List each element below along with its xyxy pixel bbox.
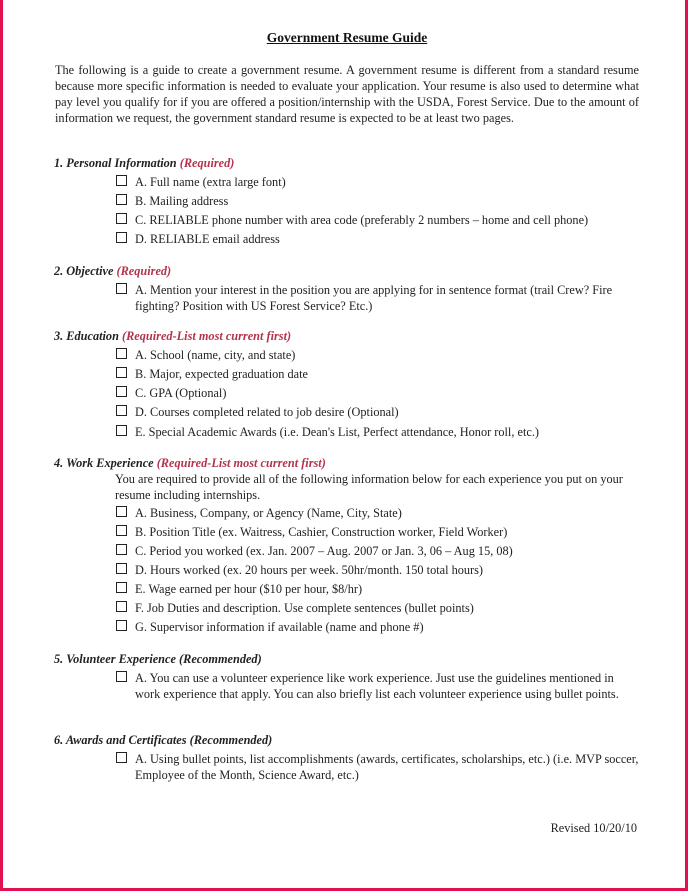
checklist-item-label: A. You can use a volunteer experience like work experience. Just use the guidelines mentioned in work experience that apply. You can also briefly list each volunteer experience using bullet points.: [135, 671, 619, 701]
section-heading-awards-and-certificates: [54, 733, 272, 748]
checklist-item[interactable]: [135, 562, 645, 578]
section-heading-work-experience: [54, 456, 326, 471]
checkbox-icon[interactable]: [116, 348, 127, 359]
checklist-item[interactable]: [135, 366, 635, 382]
section-title: 5. Volunteer Experience: [54, 652, 176, 666]
checklist-item[interactable]: [135, 505, 635, 521]
checkbox-icon[interactable]: [116, 544, 127, 555]
revision-date: Revised 10/20/10: [550, 821, 637, 835]
section-title: 1. Personal Information: [54, 156, 177, 170]
checkbox-icon[interactable]: [116, 283, 127, 294]
checklist-item-label: A. School (name, city, and state): [135, 348, 296, 362]
checkbox-icon[interactable]: [116, 405, 127, 416]
checkbox-icon[interactable]: [116, 601, 127, 612]
checklist-item[interactable]: [135, 581, 635, 597]
checklist-item[interactable]: [135, 600, 645, 616]
checklist-item-label: C. RELIABLE phone number with area code (preferably 2 numbers – home and cell phone): [135, 213, 589, 227]
section-title: 6. Awards and Certificates: [54, 733, 187, 747]
checkbox-icon[interactable]: [116, 506, 127, 517]
checklist-item-label: A. Full name (extra large font): [135, 175, 286, 189]
checklist-item[interactable]: [135, 174, 635, 190]
checklist-item-label: B. Major, expected graduation date: [135, 367, 308, 381]
checkbox-icon[interactable]: [116, 752, 127, 763]
checklist-item-label: E. Wage earned per hour ($10 per hour, $8/hr): [135, 582, 363, 596]
requirement-label: (Recommended): [189, 733, 273, 747]
checklist-item[interactable]: [135, 347, 635, 363]
checklist-item[interactable]: [135, 193, 635, 209]
checklist-item-label: D. Courses completed related to job desire (Optional): [135, 405, 399, 419]
checklist-item-label: F. Job Duties and description. Use complete sentences (bullet points): [135, 601, 474, 615]
checklist-item-label: G. Supervisor information if available (name and phone #): [135, 620, 424, 634]
checklist-item-label: C. Period you worked (ex. Jan. 2007 – Aug. 2007 or Jan. 3, 06 – Aug 15, 08): [135, 544, 513, 558]
requirement-label: (Recommended): [179, 652, 262, 666]
checkbox-icon[interactable]: [116, 425, 127, 436]
requirement-label: (Required): [179, 156, 235, 170]
section-title: 2. Objective: [54, 264, 114, 278]
checklist-item[interactable]: [135, 231, 635, 247]
section-heading-objective: [54, 264, 171, 279]
section-heading-education: [54, 329, 291, 344]
checkbox-icon[interactable]: [116, 232, 127, 243]
checkbox-icon[interactable]: [116, 213, 127, 224]
checklist-item-label: E. Special Academic Awards (i.e. Dean's List, Perfect attendance, Honor roll, etc.): [135, 425, 540, 439]
checklist-item-label: A. Business, Company, or Agency (Name, City, State): [135, 506, 402, 520]
section-heading-personal-information: [54, 156, 234, 171]
checkbox-icon[interactable]: [116, 367, 127, 378]
checklist-item[interactable]: [135, 424, 645, 440]
section-heading-volunteer-experience: [54, 652, 262, 667]
checklist-item-label: C. GPA (Optional): [135, 386, 227, 400]
checklist-item[interactable]: [135, 212, 645, 228]
requirement-label: (Required-List most current first): [156, 456, 326, 470]
section-title: 3. Education: [54, 329, 119, 343]
checkbox-icon[interactable]: [116, 620, 127, 631]
checklist-item-label: B. Position Title (ex. Waitress, Cashier, Construction worker, Field Worker): [135, 525, 508, 539]
section-note: You are required to provide all of the following information below for each experience you put on your resume including internships.: [115, 472, 623, 502]
checkbox-icon[interactable]: [116, 671, 127, 682]
checkbox-icon[interactable]: [116, 525, 127, 536]
checklist-item[interactable]: [135, 404, 635, 420]
checklist-item[interactable]: [135, 282, 640, 314]
checklist-item[interactable]: [135, 543, 645, 559]
checkbox-icon[interactable]: [116, 194, 127, 205]
checkbox-icon[interactable]: [116, 563, 127, 574]
checklist-item[interactable]: [135, 524, 645, 540]
requirement-label: (Required): [116, 264, 172, 278]
checklist-item-label: B. Mailing address: [135, 194, 229, 208]
checklist-item[interactable]: [135, 751, 640, 783]
intro-paragraph: The following is a guide to create a government resume. A government resume is different from a standard resume because more specific information is needed to evaluate your application. Your resume is also used to determine what pay level you qualify for if you are offered a position/internship with the USDA, Forest Service. Due to the amount of information we request, the government standard resume is expected to be at least two pages.: [55, 63, 639, 125]
checklist-item-label: A. Using bullet points, list accomplishments (awards, certificates, scholarships, etc.) (i.e. MVP soccer, Employee of the Month, Science Award, etc.): [135, 752, 639, 782]
checkbox-icon[interactable]: [116, 175, 127, 186]
requirement-label: (Required-List most current first): [122, 329, 292, 343]
checklist-item[interactable]: [135, 385, 635, 401]
checklist-item[interactable]: [135, 670, 640, 702]
checklist-item-label: D. RELIABLE email address: [135, 232, 280, 246]
checklist-item[interactable]: [135, 619, 635, 635]
section-title: 4. Work Experience: [54, 456, 154, 470]
page-title: Government Resume Guide: [266, 30, 428, 45]
checkbox-icon[interactable]: [116, 582, 127, 593]
checklist-item-label: D. Hours worked (ex. 20 hours per week. 50hr/month. 150 total hours): [135, 563, 484, 577]
checkbox-icon[interactable]: [116, 386, 127, 397]
checklist-item-label: A. Mention your interest in the position you are applying for in sentence format (trail Crew? Fire fighting? Position with US Forest Service? Etc.): [135, 283, 613, 313]
